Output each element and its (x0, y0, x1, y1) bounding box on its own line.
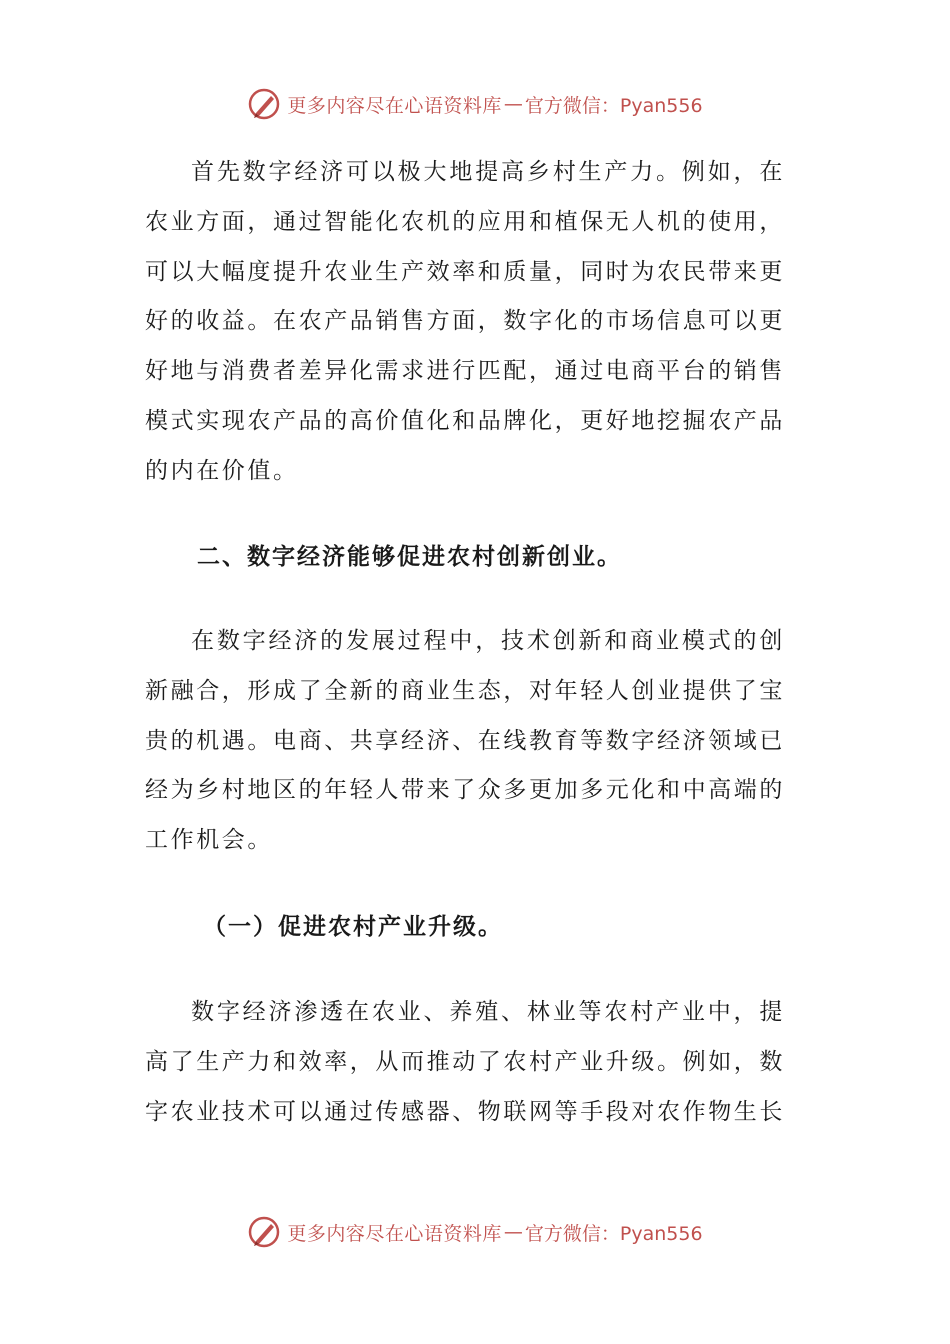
section-heading-2: 二、数字经济能够促进农村创新创业。 (197, 544, 622, 570)
paragraph-1: 首先数字经济可以极大地提高乡村生产力。例如，在农业方面，通过智能化农机的应用和植保无人机的使用，可以大幅度提升农业生产效率和质量，同时为农民带来更好的收益。在农产品销售方面，数字化的市场信息可以更好地与消费者差异化需求进行匹配，通过电商平台的销售模式实现农产品的高价值化和品牌化，更好地挖掘农产品的内在价值。 (145, 159, 785, 484)
banner-text: 更多内容尽在心语资料库 (287, 94, 502, 117)
footer-banner (0, 1212, 950, 1252)
banner-separator: — (503, 93, 523, 115)
pen-logo-icon (247, 1215, 281, 1249)
header-banner (0, 84, 950, 124)
banner-separator: — (503, 1221, 523, 1243)
banner-text: 更多内容尽在心语资料库 (287, 1222, 502, 1245)
subsection-heading-1: （一）促进农村产业升级。 (203, 914, 503, 940)
paragraph-2: 在数字经济的发展过程中，技术创新和商业模式的创新融合，形成了全新的商业生态，对年轻人创业提供了宝贵的机遇。电商、共享经济、在线教育等数字经济领域已经为乡村地区的年轻人带来了众多更加多元化和中高端的工作机会。 (145, 628, 785, 854)
paragraph-3: 数字经济渗透在农业、养殖、林业等农村产业中，提高了生产力和效率，从而推动了农村产业升级。例如，数字农业技术可以通过传感器、物联网等手段对农作物生长 (145, 999, 785, 1125)
banner-wechat: 官方微信：Pyan556 (524, 94, 703, 117)
pen-logo-icon (247, 87, 281, 121)
banner-wechat: 官方微信：Pyan556 (524, 1222, 703, 1245)
